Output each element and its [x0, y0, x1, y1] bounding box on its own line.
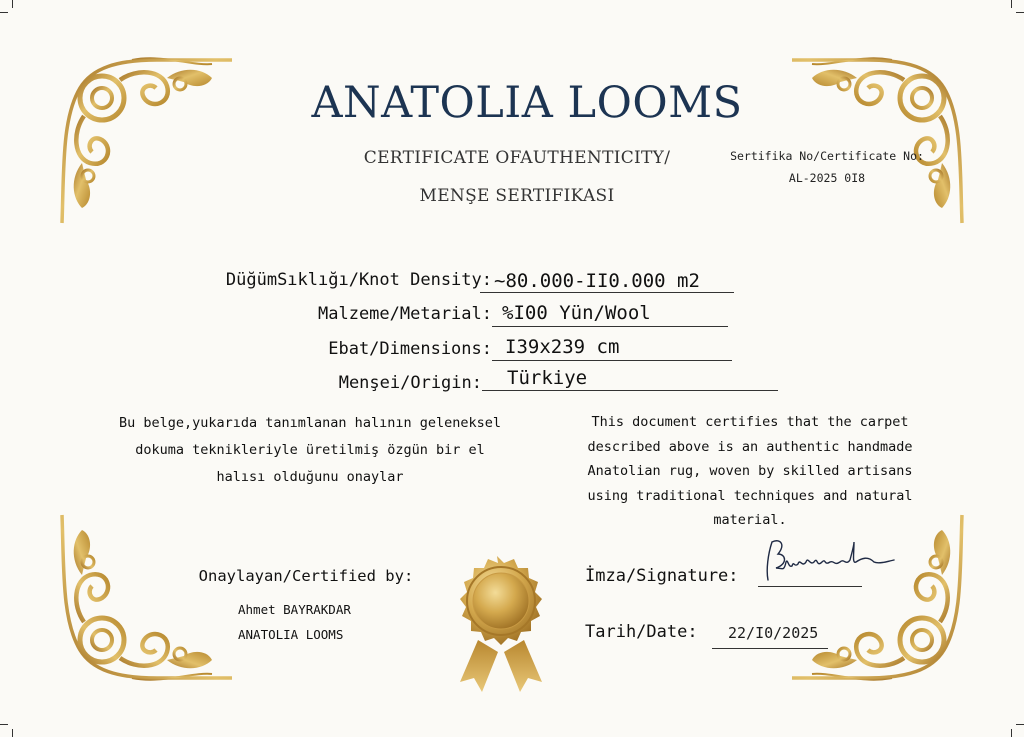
- certifier-name: Ahmet BAYRAKDAR: [238, 602, 351, 617]
- knot-density-label: DüğümSıklığı/Knot Density:: [225, 270, 492, 290]
- dimensions-label: Ebat/Dimensions:: [328, 339, 492, 359]
- underline: [482, 390, 778, 391]
- brand-title: ANATOLIA LOOMS: [311, 78, 743, 128]
- statement-turkish: Bu belge,yukarıda tanımlanan halının geleneksel dokuma teknikleriyle üretilmiş özgün bir el halısı olduğunu onaylar: [118, 415, 501, 485]
- material-value: %I00 Yün/Wool: [502, 302, 651, 324]
- certifier-company: ANATOLIA LOOMS: [238, 627, 344, 642]
- certificate-subtitle: CERTIFICATE OFAUTHENTICITY/: [363, 148, 671, 168]
- underline: [492, 360, 732, 361]
- certificate-number-value: AL-2025 0I8: [788, 171, 866, 185]
- certified-by-label: Onaylayan/Certified by:: [198, 567, 414, 585]
- origin-label: Menşei/Origin:: [338, 373, 482, 393]
- certificate-number-label: Sertifika No/Certificate No:: [730, 149, 924, 163]
- dimensions-value: I39x239 cm: [505, 336, 620, 358]
- underline: [712, 648, 828, 649]
- underline: [492, 326, 728, 327]
- signature-label: İmza/Signature:: [585, 566, 739, 586]
- date-label: Tarih/Date:: [585, 622, 698, 642]
- underline: [480, 292, 734, 293]
- certificate-subtitle-tr: MENŞE SERTIFIKASI: [419, 186, 615, 206]
- origin-value: Türkiye: [507, 367, 588, 389]
- handwritten-signature: [758, 532, 898, 588]
- gold-seal-icon: [440, 552, 562, 698]
- material-label: Malzeme/Metarial:: [318, 304, 492, 324]
- underline: [758, 586, 862, 587]
- statement-english: This document certifies that the carpet described above is an authentic handmade Anatolian rug, woven by skilled artisans using traditional techniques and natural material.: [587, 414, 913, 528]
- date-value: 22/I0/2025: [728, 624, 819, 642]
- knot-density-value: ~80.000-II0.000 m2: [494, 270, 700, 292]
